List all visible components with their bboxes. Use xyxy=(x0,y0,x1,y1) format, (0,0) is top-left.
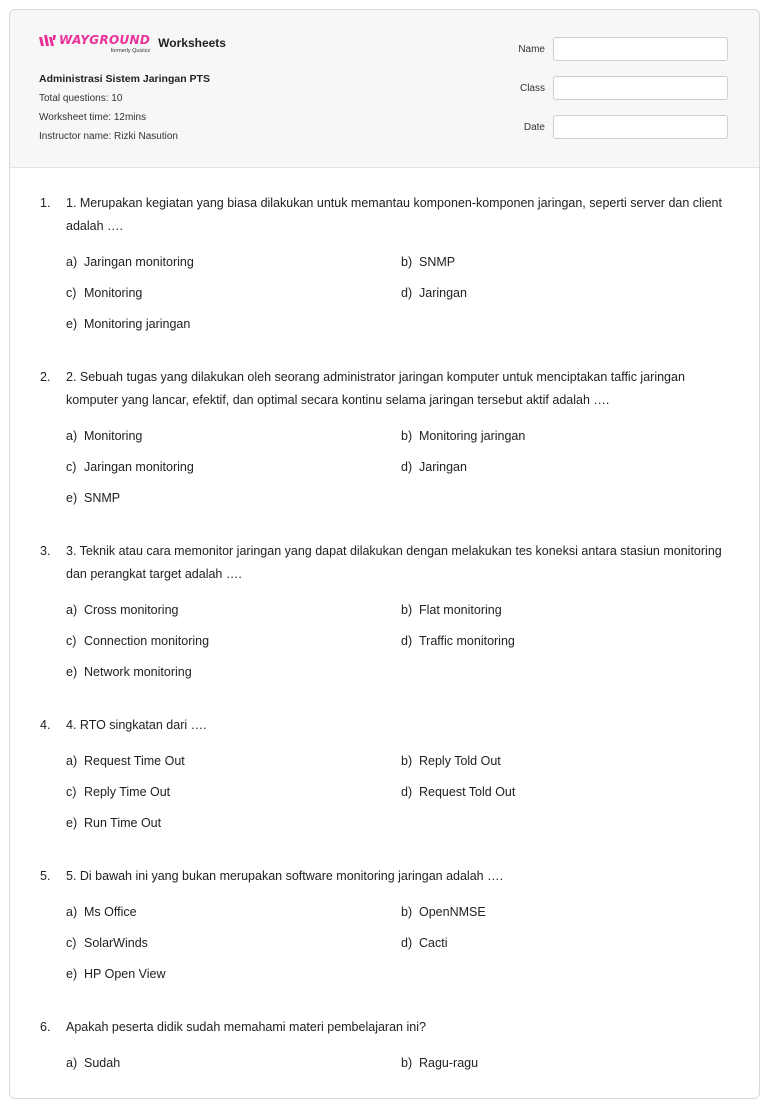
option-text: Reply Told Out xyxy=(419,754,501,768)
answer-option[interactable] xyxy=(401,425,736,448)
worksheet-meta xyxy=(39,72,210,143)
question-2 xyxy=(10,366,759,510)
brand-subtitle: formerly Quizizz xyxy=(110,48,151,54)
option-text: Ms Office xyxy=(84,905,137,919)
answer-option[interactable] xyxy=(401,630,736,653)
option-letter: b) xyxy=(401,429,413,443)
question-text: 3. Teknik atau cara memonitor jaringan yang dapat dilakukan dengan melakukan tes koneksi antara stasiun monitoring dan perangkat target adalah …. xyxy=(66,544,722,581)
option-text: OpenNMSE xyxy=(419,905,486,919)
option-text: Monitoring jaringan xyxy=(84,317,191,331)
option-text: Request Time Out xyxy=(84,754,185,768)
option-letter: e) xyxy=(66,317,78,331)
answer-options xyxy=(66,1052,727,1075)
option-letter: d) xyxy=(401,460,413,474)
option-letter: a) xyxy=(66,603,78,617)
question-list xyxy=(10,168,759,1075)
question-text: 1. Merupakan kegiatan yang biasa dilakukan untuk memantau komponen-komponen jaringan, seperti server dan client adalah …. xyxy=(66,196,722,233)
brand-logo xyxy=(39,34,226,55)
option-text: Flat monitoring xyxy=(419,603,502,617)
option-letter: c) xyxy=(66,460,77,474)
option-text: Connection monitoring xyxy=(84,634,210,648)
option-text: Jaringan monitoring xyxy=(84,255,194,269)
answer-option[interactable] xyxy=(66,781,401,804)
total-questions: Total questions: 10 xyxy=(39,93,123,104)
class-label: Class xyxy=(519,82,545,94)
option-letter: d) xyxy=(401,286,413,300)
option-letter: b) xyxy=(401,1056,413,1070)
question-text: 5. Di bawah ini yang bukan merupakan software monitoring jaringan adalah …. xyxy=(66,869,504,883)
date-input[interactable] xyxy=(553,115,728,139)
worksheet-header xyxy=(10,10,759,168)
option-text: SNMP xyxy=(419,255,456,269)
option-text: Monitoring xyxy=(84,429,143,443)
answer-option[interactable] xyxy=(66,812,401,835)
option-letter: a) xyxy=(66,754,78,768)
answer-option[interactable] xyxy=(401,251,736,274)
answer-option[interactable] xyxy=(66,932,401,955)
answer-option[interactable] xyxy=(401,282,736,305)
answer-option[interactable] xyxy=(66,1052,401,1075)
option-letter: e) xyxy=(66,491,78,505)
question-number: 3. xyxy=(40,544,51,558)
option-letter: a) xyxy=(66,1056,78,1070)
option-letter: c) xyxy=(66,785,77,799)
worksheet-title: Administrasi Sistem Jaringan PTS xyxy=(39,73,210,85)
option-letter: d) xyxy=(401,785,413,799)
worksheet xyxy=(9,9,760,1099)
question-6 xyxy=(10,1016,759,1075)
instructor-name: Instructor name: Rizki Nasution xyxy=(39,131,178,142)
option-text: Network monitoring xyxy=(84,665,192,679)
answer-option[interactable] xyxy=(66,963,401,986)
option-letter: a) xyxy=(66,429,78,443)
option-letter: e) xyxy=(66,816,78,830)
answer-option[interactable] xyxy=(66,661,401,684)
option-text: Run Time Out xyxy=(84,816,162,830)
option-text: Cross monitoring xyxy=(84,603,179,617)
option-text: Monitoring xyxy=(84,286,143,300)
name-field-row xyxy=(518,37,728,61)
answer-option[interactable] xyxy=(66,901,401,924)
option-letter: b) xyxy=(401,603,413,617)
option-letter: c) xyxy=(66,634,77,648)
option-letter: b) xyxy=(401,754,413,768)
answer-options xyxy=(66,599,727,684)
answer-option[interactable] xyxy=(66,282,401,305)
option-text: SNMP xyxy=(84,491,121,505)
brand-name: WAYGROUND xyxy=(59,33,151,47)
option-text: Jaringan monitoring xyxy=(84,460,194,474)
date-label: Date xyxy=(523,121,545,133)
option-letter: b) xyxy=(401,255,413,269)
answer-option[interactable] xyxy=(66,425,401,448)
option-text: Cacti xyxy=(419,936,448,950)
option-text: SolarWinds xyxy=(84,936,148,950)
option-text: Sudah xyxy=(84,1056,121,1070)
brand-wordmark xyxy=(39,34,150,47)
question-number: 1. xyxy=(40,196,51,210)
option-letter: b) xyxy=(401,905,413,919)
answer-options xyxy=(66,425,727,510)
answer-option[interactable] xyxy=(401,901,736,924)
option-letter: d) xyxy=(401,634,413,648)
wave-logo-icon xyxy=(39,35,57,46)
answer-option[interactable] xyxy=(66,251,401,274)
question-3 xyxy=(10,540,759,684)
option-letter: c) xyxy=(66,936,77,950)
class-input[interactable] xyxy=(553,76,728,100)
option-text: Reply Time Out xyxy=(84,785,171,799)
answer-option[interactable] xyxy=(66,630,401,653)
answer-option[interactable] xyxy=(66,313,401,336)
question-number: 4. xyxy=(40,718,51,732)
logo-mark xyxy=(39,34,150,55)
product-name: Worksheets xyxy=(158,36,226,50)
question-number: 6. xyxy=(40,1020,51,1034)
question-1 xyxy=(10,192,759,336)
option-text: HP Open View xyxy=(84,967,166,981)
name-label: Name xyxy=(518,43,545,55)
question-number: 5. xyxy=(40,869,51,883)
question-5 xyxy=(10,865,759,986)
answer-options xyxy=(66,750,727,835)
answer-option[interactable] xyxy=(401,599,736,622)
date-field-row xyxy=(518,115,728,139)
name-input[interactable] xyxy=(553,37,728,61)
answer-option[interactable] xyxy=(401,1052,736,1075)
option-text: Ragu-ragu xyxy=(419,1056,479,1070)
answer-option[interactable] xyxy=(66,599,401,622)
option-letter: e) xyxy=(66,967,78,981)
question-number: 2. xyxy=(40,370,51,384)
option-text: Jaringan xyxy=(419,286,467,300)
answer-option[interactable] xyxy=(401,750,736,773)
question-text: 2. Sebuah tugas yang dilakukan oleh seorang administrator jaringan komputer untuk menciptakan taffic jaringan komputer yang lancar, efektif, dan optimal secara kontinu selama jaringan tersebut aktif adalah …. xyxy=(66,370,685,407)
answer-option[interactable] xyxy=(401,456,736,479)
answer-options xyxy=(66,251,727,336)
answer-option[interactable] xyxy=(66,487,401,510)
answer-options xyxy=(66,901,727,986)
class-field-row xyxy=(518,76,728,100)
worksheet-time: Worksheet time: 12mins xyxy=(39,112,147,123)
option-letter: e) xyxy=(66,665,78,679)
option-text: Jaringan xyxy=(419,460,467,474)
question-4 xyxy=(10,714,759,835)
option-letter: a) xyxy=(66,255,78,269)
answer-option[interactable] xyxy=(401,781,736,804)
option-text: Request Told Out xyxy=(419,785,516,799)
student-fields xyxy=(518,37,728,154)
answer-option[interactable] xyxy=(66,750,401,773)
option-letter: d) xyxy=(401,936,413,950)
option-text: Traffic monitoring xyxy=(419,634,515,648)
question-text: Apakah peserta didik sudah memahami materi pembelajaran ini? xyxy=(66,1020,426,1034)
answer-option[interactable] xyxy=(401,932,736,955)
answer-option[interactable] xyxy=(66,456,401,479)
option-letter: a) xyxy=(66,905,78,919)
question-text: 4. RTO singkatan dari …. xyxy=(66,718,207,732)
option-letter: c) xyxy=(66,286,77,300)
option-text: Monitoring jaringan xyxy=(419,429,526,443)
